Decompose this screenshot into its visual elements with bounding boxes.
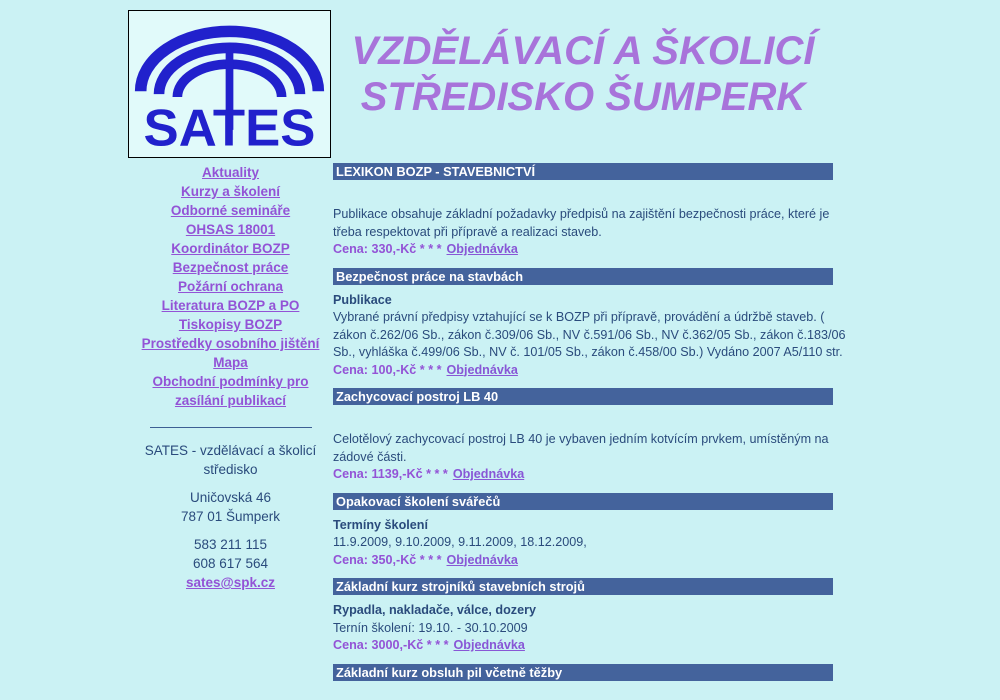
- contact-name: SATES - vzdělávací a školicí středisko: [144, 443, 317, 477]
- sidebar-item-prostredky-osobniho-jisteni[interactable]: Prostředky osobního jištění: [141, 336, 320, 351]
- section-header-label: Základní kurz strojníků stavebních strojů: [336, 579, 585, 594]
- sidebar-item-tiskopisy-bozp[interactable]: Tiskopisy BOZP: [178, 317, 283, 332]
- price-label: Cena: 3000,-Kč * * *: [333, 638, 449, 652]
- section-header-bar: [333, 493, 833, 510]
- page-title-line-2: STŘEDISKO ŠUMPERK: [360, 75, 806, 119]
- section-header-bar: [333, 388, 833, 405]
- price-label: Cena: 1139,-Kč * * *: [333, 467, 448, 481]
- sates-logo-box: [128, 10, 331, 158]
- sidebar-item-pozarni-ochrana[interactable]: Požární ochrana: [177, 279, 284, 294]
- logo-text: SATES: [143, 99, 316, 154]
- section-zakladni-kurz-obsluh-pil: [333, 664, 833, 681]
- section-header-bar: [333, 664, 833, 681]
- order-link[interactable]: Objednávka: [446, 242, 518, 256]
- section-header-bar: [333, 163, 833, 180]
- sidebar-item-koordinator-bozp[interactable]: Koordinátor BOZP: [171, 241, 290, 256]
- section-header-label: Opakovací školení svářečů: [336, 493, 501, 509]
- section-header-label: Základní kurz obsluh pil včetně těžby: [336, 664, 563, 680]
- page-title: [333, 28, 833, 120]
- sidebar-item-mapa[interactable]: Mapa: [213, 355, 248, 370]
- section-lexikon-bozp: [333, 163, 833, 259]
- section-header-label: Bezpečnost práce na stavbách: [336, 268, 524, 284]
- order-link[interactable]: Objednávka: [453, 638, 525, 652]
- sates-logo-image: [132, 14, 327, 154]
- sidebar-nav: [128, 163, 333, 410]
- contact-street: Uničovská 46: [189, 490, 272, 505]
- section-body-line: Sb., vyhláška č.499/06 Sb., NV č. 101/05 Sb., zákon č.458/00 Sb.) Vydáno 2007 A5/110 str.: [333, 345, 843, 359]
- section-body-line: Ternín školení: 19.10. - 30.10.2009: [333, 620, 528, 635]
- section-header-label: Zachycovací postroj LB 40: [336, 389, 499, 404]
- sidebar-item-literatura-bozp-a-po[interactable]: Literatura BOZP a PO: [161, 298, 300, 313]
- page-title-line-1: VZDĚLÁVACÍ A ŠKOLICÍ: [351, 29, 815, 73]
- section-body-line: zádové části.: [333, 449, 407, 464]
- section-body-line: 11.9.2009, 9.10.2009, 9.11.2009, 18.12.2009,: [333, 535, 587, 549]
- contact-phone-1: 583 211 115: [193, 537, 268, 552]
- sidebar: [128, 10, 333, 690]
- main-column: [333, 10, 846, 690]
- contact-block: [128, 441, 333, 592]
- spacer: [333, 188, 833, 206]
- section-body-line: Celotělový zachycovací postroj LB 40 je vybaven jedním kotvícím prvkem, umístěným na: [333, 432, 829, 446]
- spacer: [333, 413, 833, 431]
- section-header-label: LEXIKON BOZP - STAVEBNICTVÍ: [336, 164, 536, 179]
- sidebar-item-ohsas-18001[interactable]: OHSAS 18001: [185, 222, 276, 237]
- section-body-line: třeba respektovat při přípravě a realizaci staveb.: [333, 224, 602, 239]
- sidebar-item-odborne-seminare[interactable]: Odborné semináře: [170, 203, 291, 218]
- sidebar-item-aktuality[interactable]: Aktuality: [201, 165, 259, 180]
- section-bezpecnost-prace-na-stavbach: [333, 268, 846, 380]
- order-link[interactable]: Objednávka: [446, 362, 518, 377]
- section-zakladni-kurz-strojniku: [333, 578, 833, 655]
- section-header-bar: [333, 268, 833, 285]
- price-label: Cena: 100,-Kč * * *: [333, 362, 442, 377]
- contact-phones: [128, 535, 333, 592]
- order-link[interactable]: Objednávka: [446, 552, 518, 567]
- section-body-line: Publikace obsahuje základní požadavky předpisů na zajištění bezpečnosti práce, které je: [333, 207, 830, 221]
- section-subtitle: Rypadla, nakladače, válce, dozery: [333, 603, 537, 617]
- section-subtitle: Termíny školení: [333, 517, 428, 532]
- section-opakovaci-skoleni-svarecu: [333, 493, 833, 570]
- price-label: Cena: 350,-Kč * * *: [333, 552, 442, 567]
- contact-address: [128, 488, 333, 526]
- section-subtitle: Publikace: [333, 292, 392, 307]
- section-header-bar: [333, 578, 833, 595]
- contact-phone-2: 608 617 564: [192, 556, 269, 571]
- order-link[interactable]: Objednávka: [452, 467, 525, 481]
- section-zachycovaci-postroj: [333, 388, 833, 484]
- section-body-line: zákon č.262/06 Sb., zákon č.309/06 Sb., NV č.591/06 Sb., NV č.362/05 Sb., zákon č.183/06: [333, 327, 846, 342]
- sidebar-item-kurzy-a-skoleni[interactable]: Kurzy a školení: [180, 184, 281, 199]
- sidebar-item-bezpecnost-prace[interactable]: Bezpečnost práce: [172, 260, 289, 275]
- sidebar-divider: [150, 427, 312, 428]
- sidebar-item-obchodni-podminky[interactable]: Obchodní podmínky pro zasílání publikací: [152, 374, 309, 408]
- content-area: [333, 163, 846, 681]
- section-body-line: Vybrané právní předpisy vztahující se k BOZP při přípravě, provádění a údržbě staveb. (: [333, 310, 825, 324]
- contact-email-link[interactable]: sates@spk.cz: [186, 575, 275, 590]
- price-label: Cena: 330,-Kč * * *: [333, 242, 442, 256]
- contact-city: 787 01 Šumperk: [180, 509, 281, 524]
